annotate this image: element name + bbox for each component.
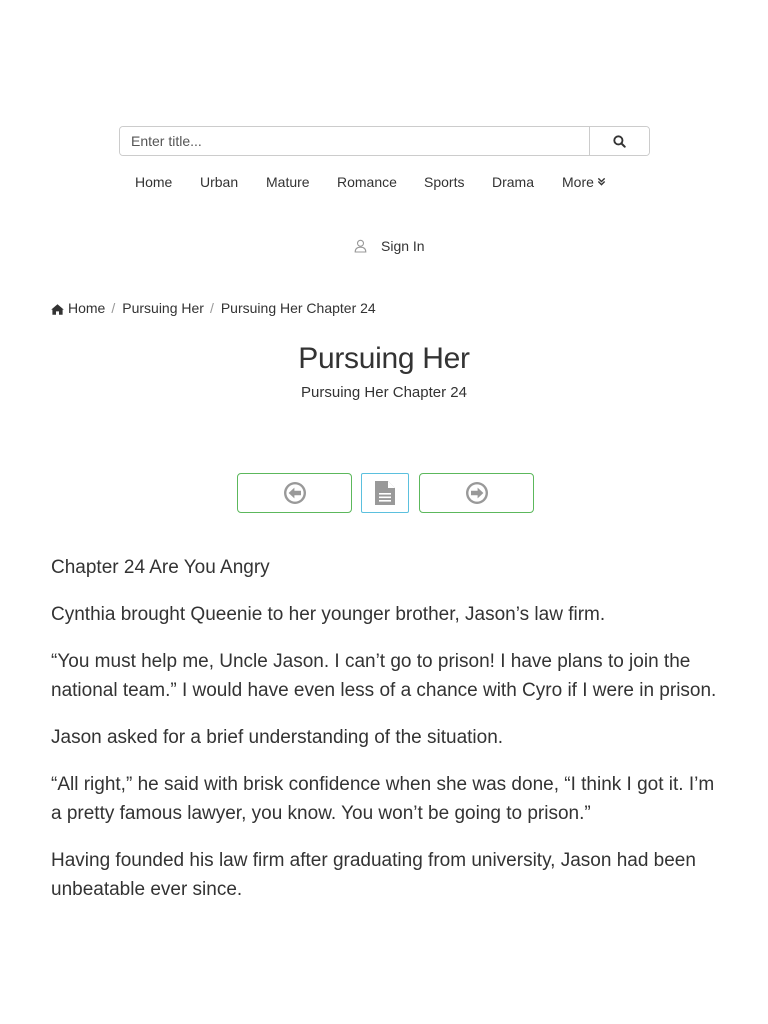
nav-item-drama[interactable]: Drama — [492, 174, 535, 190]
breadcrumb-story[interactable]: Pursuing Her — [122, 300, 204, 316]
breadcrumb-home[interactable]: Home — [68, 300, 106, 316]
breadcrumb-separator: / — [111, 300, 116, 316]
paragraph: Jason asked for a brief understanding of the situation. — [51, 727, 504, 748]
search-bar — [119, 126, 650, 156]
search-icon — [613, 135, 626, 148]
breadcrumb — [51, 299, 376, 317]
sign-in-label: Sign In — [381, 238, 425, 254]
paragraph: Having founded his law firm after graduating from university, Jason had been unbeatable ever since. — [51, 850, 696, 900]
breadcrumb-separator: / — [209, 300, 214, 316]
chapter-nav — [0, 473, 768, 513]
nav-item-mature[interactable]: Mature — [266, 174, 310, 190]
prev-chapter-button[interactable] — [237, 473, 352, 513]
search-input[interactable] — [120, 127, 589, 155]
chapter-list-button[interactable] — [361, 473, 409, 513]
paragraph: “All right,” he said with brisk confidence when she was done, “I think I got it. I’m a pretty famous lawyer, you know. You won’t be going to prison.” — [51, 774, 715, 824]
nav-item-more[interactable] — [562, 173, 606, 191]
main-nav — [0, 173, 768, 191]
paragraph: Cynthia brought Queenie to her younger brother, Jason’s law firm. — [51, 604, 606, 625]
nav-item-sports[interactable]: Sports — [424, 174, 465, 190]
arrow-circle-left-icon — [283, 481, 307, 505]
next-chapter-button[interactable] — [419, 473, 534, 513]
sign-in-link[interactable] — [354, 236, 425, 256]
chapter-heading: Chapter 24 Are You Angry — [51, 557, 270, 578]
nav-item-more-label: More — [562, 174, 594, 190]
nav-item-home[interactable]: Home — [135, 174, 173, 190]
paragraph: “You must help me, Uncle Jason. I can’t go to prison! I have plans to join the national team.” I would have even less of a chance with Cyro if I were in prison. — [51, 651, 717, 701]
breadcrumb-chapter[interactable]: Pursuing Her Chapter 24 — [220, 300, 376, 316]
double-chevron-down-icon — [597, 177, 606, 186]
user-icon — [354, 239, 367, 253]
story-title: Pursuing Her — [298, 342, 470, 375]
search-button[interactable] — [589, 127, 649, 155]
document-icon — [373, 480, 397, 506]
chapter-content — [51, 553, 721, 922]
home-icon — [51, 304, 64, 315]
nav-item-urban[interactable]: Urban — [200, 174, 239, 190]
chapter-title: Pursuing Her Chapter 24 — [301, 384, 467, 401]
nav-item-romance[interactable]: Romance — [337, 174, 397, 190]
arrow-circle-right-icon — [465, 481, 489, 505]
